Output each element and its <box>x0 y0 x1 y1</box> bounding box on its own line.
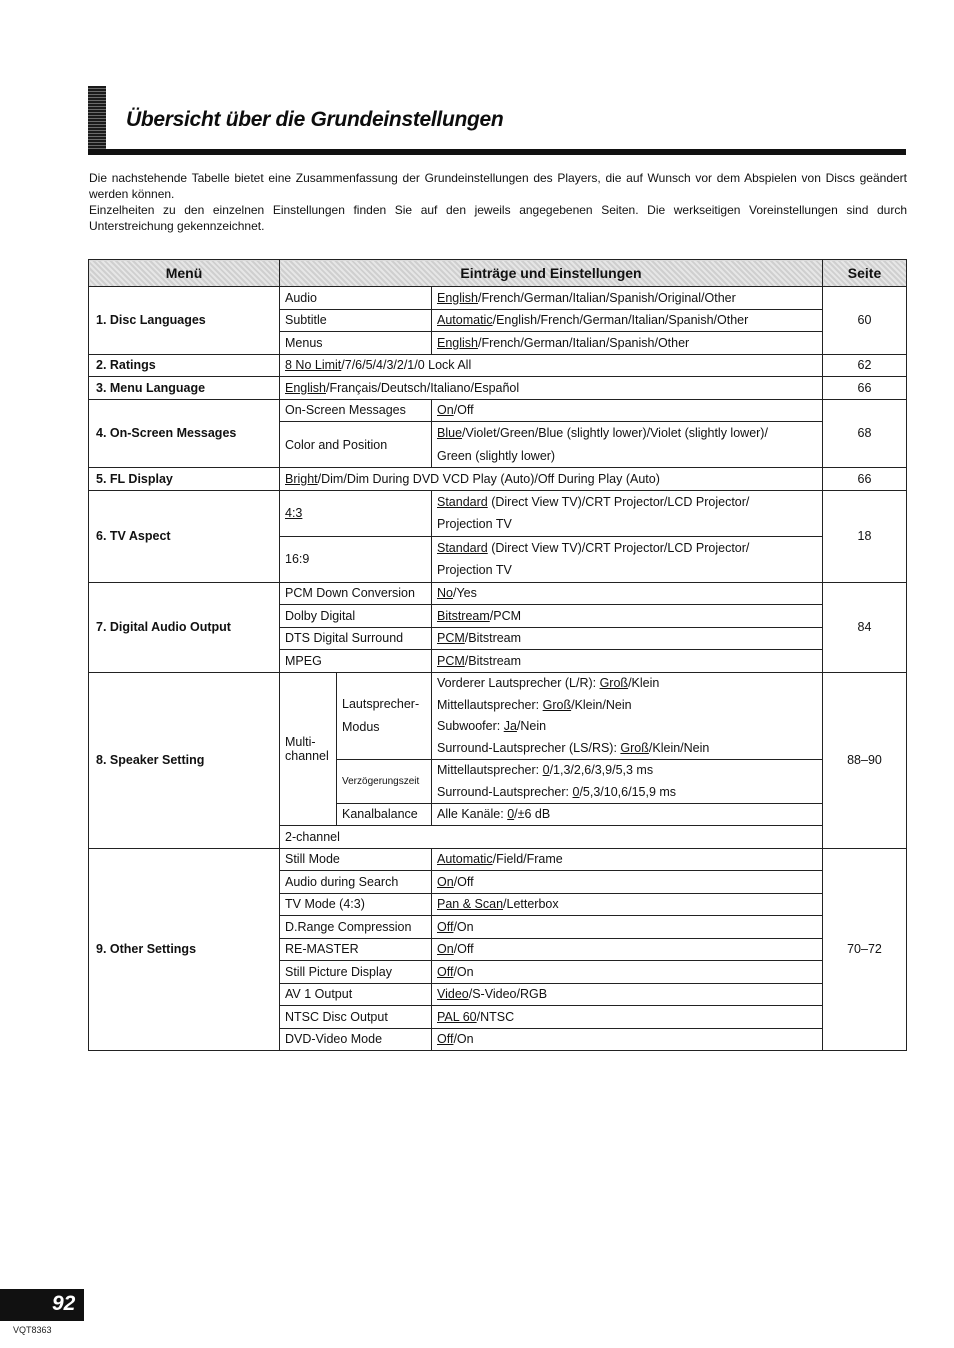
setting-values <box>432 627 823 650</box>
other-values: /1,3/2,6/3,9/5,3 ms <box>549 763 654 778</box>
table-row <box>89 287 907 310</box>
menu-tv-aspect: 6. TV Aspect <box>89 490 280 582</box>
settings-table <box>88 259 907 1051</box>
other-values: /Off <box>453 942 474 957</box>
setting-prefix: Vorderer Lautsprecher (L/R): <box>437 676 600 691</box>
default-value: PAL 60 <box>437 1009 477 1024</box>
setting-values <box>432 716 823 738</box>
page-ref: 66 <box>823 377 907 400</box>
other-values: /Français/Deutsch/Italiano/Español <box>326 380 520 395</box>
table-row <box>89 848 907 871</box>
setting-label: Still Picture Display <box>280 961 432 984</box>
page-ref: 66 <box>823 468 907 491</box>
setting-values <box>432 422 823 468</box>
menu-ratings: 2. Ratings <box>89 354 280 377</box>
page-ref: 18 <box>823 490 907 582</box>
setting-values <box>432 737 823 759</box>
setting-label: Audio during Search <box>280 871 432 894</box>
setting-prefix: Mittellautsprecher: <box>437 763 543 778</box>
default-value: On <box>437 942 454 957</box>
other-values: /Off <box>453 874 474 889</box>
other-values: /Klein/Nein <box>571 697 632 712</box>
default-value: Off <box>437 1032 454 1047</box>
default-value: English <box>437 335 478 350</box>
other-values: /French/German/Italian/Spanish/Other <box>478 335 690 350</box>
default-value: Standard <box>437 494 488 509</box>
setting-label: DVD-Video Mode <box>280 1028 432 1051</box>
setting-label: TV Mode (4:3) <box>280 893 432 916</box>
page-ref: 88–90 <box>823 672 907 848</box>
other-values: /Klein/Nein <box>648 740 710 755</box>
setting-values <box>280 377 823 400</box>
default-value: Automatic <box>437 313 493 328</box>
setting-prefix: Subwoofer: <box>437 719 504 734</box>
default-value: No <box>437 586 453 601</box>
default-value: Pan & Scan <box>437 897 504 912</box>
default-value: Off <box>437 964 454 979</box>
table-row <box>89 672 907 694</box>
multichannel-label <box>280 672 337 826</box>
table-row <box>89 354 907 377</box>
other-values: Projection TV <box>437 563 512 577</box>
setting-label: AV 1 Output <box>280 983 432 1006</box>
default-value: 0 <box>507 807 515 822</box>
menu-menu-language: 3. Menu Language <box>89 377 280 400</box>
default-value: 0 <box>542 763 550 778</box>
setting-label: Dolby Digital <box>280 605 432 628</box>
page-ref: 62 <box>823 354 907 377</box>
default-value: Groß <box>542 697 572 712</box>
header-page: Seite <box>823 260 907 287</box>
setting-label: Still Mode <box>280 848 432 871</box>
page-number-box <box>0 1289 84 1321</box>
other-values: /7/6/5/4/3/2/1/0 Lock All <box>341 358 472 373</box>
table-row <box>89 468 907 491</box>
other-values: /Off <box>453 403 474 418</box>
multichannel-line-2: channel <box>285 748 329 763</box>
other-values: /Yes <box>452 586 477 601</box>
other-values: /Klein <box>628 676 660 691</box>
page-title: Übersicht über die Grundeinstellungen <box>126 108 504 131</box>
setting-values <box>432 871 823 894</box>
other-values: (Direct View TV)/CRT Projector/LCD Projector/ <box>487 494 750 509</box>
setting-label: D.Range Compression <box>280 916 432 939</box>
other-values: /On <box>453 964 474 979</box>
intro-text <box>89 170 907 234</box>
setting-values <box>432 582 823 605</box>
setting-label: Subtitle <box>280 309 432 332</box>
title-accent-bar <box>88 86 106 154</box>
default-value: Ja <box>503 719 517 734</box>
setting-values <box>432 694 823 716</box>
setting-label: Menus <box>280 332 432 355</box>
menu-digital-audio-output: 7. Digital Audio Output <box>89 582 280 672</box>
other-values: Green (slightly lower) <box>437 448 556 463</box>
default-value: 0 <box>572 784 580 799</box>
other-values: /Nein <box>516 719 547 734</box>
setting-prefix: Alle Kanäle: <box>437 807 508 822</box>
multichannel-line-1: Multi- <box>285 734 316 749</box>
menu-fl-display: 5. FL Display <box>89 468 280 491</box>
default-value: Standard <box>437 540 488 555</box>
default-value: PCM <box>437 631 465 646</box>
menu-disc-languages: 1. Disc Languages <box>89 287 280 355</box>
default-value: English <box>285 380 326 395</box>
setting-values <box>432 893 823 916</box>
default-value: PCM <box>437 653 465 668</box>
other-values: /English/French/German/Italian/Spanish/Other <box>492 313 749 328</box>
default-value: Bright <box>285 471 318 486</box>
setting-values <box>432 332 823 355</box>
setting-prefix: Surround-Lautsprecher: <box>437 784 573 799</box>
default-value: Bitstream <box>437 608 490 623</box>
speaker-mode-label <box>337 672 432 759</box>
other-values: /5,3/10,6/15,9 ms <box>579 784 677 799</box>
title-rule <box>88 149 906 155</box>
default-value: English <box>437 290 478 305</box>
setting-label: Audio <box>280 287 432 310</box>
other-values: /On <box>453 1032 474 1047</box>
setting-values <box>432 650 823 673</box>
setting-values <box>432 490 823 536</box>
setting-label: RE-MASTER <box>280 938 432 961</box>
header-row <box>89 260 907 287</box>
default-value: Video <box>437 987 469 1002</box>
setting-values <box>280 468 823 491</box>
setting-label: On-Screen Messages <box>280 399 432 422</box>
other-values: /PCM <box>489 608 522 623</box>
default-value: On <box>437 403 454 418</box>
default-value: Groß <box>620 740 649 755</box>
table-row <box>89 399 907 422</box>
table-row <box>89 582 907 605</box>
setting-prefix: Surround-Lautsprecher (LS/RS): <box>437 740 621 755</box>
intro-paragraph-1: Die nachstehende Tabelle bietet eine Zusammenfassung der Grundeinstellungen des Players, die auf Wunsch vor dem Abspielen von Discs geändert werden können. <box>89 171 907 201</box>
default-value: Off <box>437 919 454 934</box>
balance-label: Kanalbalance <box>337 803 432 826</box>
setting-label: DTS Digital Surround <box>280 627 432 650</box>
table-row <box>89 377 907 400</box>
other-values: /Bitstream <box>464 653 522 668</box>
setting-values <box>432 287 823 310</box>
other-values: /±6 dB <box>514 807 551 822</box>
setting-values <box>280 354 823 377</box>
setting-values <box>432 938 823 961</box>
setting-values <box>432 961 823 984</box>
setting-values <box>432 1028 823 1051</box>
other-values: /Field/Frame <box>492 852 563 867</box>
delay-label: Verzögerungszeit <box>337 759 432 803</box>
default-value: On <box>437 874 454 889</box>
setting-values <box>432 848 823 871</box>
setting-values <box>432 309 823 332</box>
setting-label: PCM Down Conversion <box>280 582 432 605</box>
other-values: Projection TV <box>437 517 512 531</box>
setting-values <box>432 536 823 582</box>
setting-values <box>432 399 823 422</box>
menu-speaker-setting: 8. Speaker Setting <box>89 672 280 848</box>
default-value: Blue <box>437 426 463 440</box>
header-entries: Einträge und Einstellungen <box>280 260 823 287</box>
menu-on-screen-messages: 4. On-Screen Messages <box>89 399 280 468</box>
speaker-mode-line-1: Lautsprecher- <box>342 697 420 711</box>
speaker-mode-line-2: Modus <box>342 719 380 734</box>
setting-prefix: Mittellautsprecher: <box>437 697 543 712</box>
page-number: 92 <box>52 1292 76 1315</box>
setting-label: MPEG <box>280 650 432 673</box>
header-menu: Menü <box>89 260 280 287</box>
page-ref: 70–72 <box>823 848 907 1051</box>
setting-values <box>432 916 823 939</box>
setting-values <box>432 781 823 803</box>
setting-values <box>432 1006 823 1029</box>
setting-values <box>432 672 823 694</box>
other-values: (Direct View TV)/CRT Projector/LCD Projector/ <box>487 540 750 555</box>
other-values: /Violet/Green/Blue (slightly lower)/Violet (slightly lower)/ <box>462 426 768 440</box>
other-values: /French/German/Italian/Spanish/Original/Other <box>478 290 736 305</box>
setting-label <box>280 490 432 536</box>
page-ref: 84 <box>823 582 907 672</box>
other-values: /NTSC <box>476 1009 515 1024</box>
intro-paragraph-2: Einzelheiten zu den einzelnen Einstellungen finden Sie auf den jeweils angegebenen Seiten. Die werkseitigen Voreinstellungen sind durch Unterstreichung gekennzeichnet. <box>89 203 907 233</box>
setting-label: NTSC Disc Output <box>280 1006 432 1029</box>
menu-other-settings: 9. Other Settings <box>89 848 280 1051</box>
other-values: /S-Video/RGB <box>468 987 548 1002</box>
page-ref: 60 <box>823 287 907 355</box>
default-value: Automatic <box>437 852 493 867</box>
other-values: /Bitstream <box>464 631 522 646</box>
other-values: /Dim/Dim During DVD VCD Play (Auto)/Off During Play (Auto) <box>317 471 660 486</box>
other-values: /On <box>453 919 474 934</box>
setting-values <box>432 759 823 781</box>
document-code: VQT8363 <box>13 1325 52 1335</box>
setting-label: Color and Position <box>280 422 432 468</box>
default-value: 4:3 <box>285 506 303 520</box>
default-value: Groß <box>599 676 629 691</box>
page-ref: 68 <box>823 399 907 468</box>
other-values: /Letterbox <box>503 897 559 912</box>
default-value: 8 No Limit <box>285 358 342 373</box>
setting-values <box>432 605 823 628</box>
setting-values <box>432 803 823 826</box>
setting-label: 16:9 <box>280 536 432 582</box>
two-channel-label: 2-channel <box>280 826 823 849</box>
setting-values <box>432 983 823 1006</box>
table-row <box>89 490 907 536</box>
